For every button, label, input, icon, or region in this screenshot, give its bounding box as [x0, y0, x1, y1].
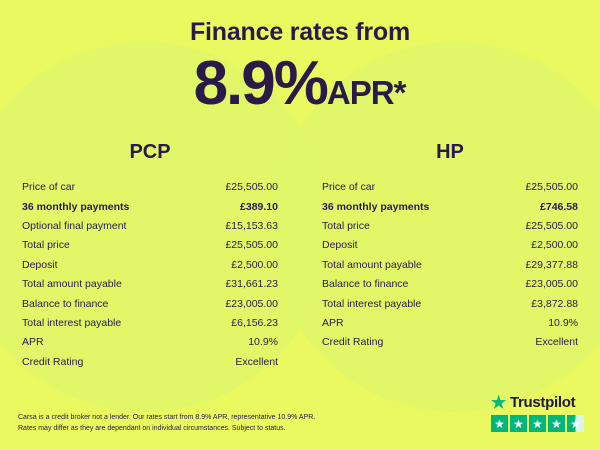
row-label: 36 monthly payments: [322, 200, 430, 213]
table-row: [22, 275, 278, 294]
row-label: Total price: [22, 239, 70, 252]
row-value: £25,505.00: [525, 219, 578, 232]
table-row: [322, 256, 578, 275]
row-label: Credit Rating: [322, 336, 384, 349]
row-label: Balance to finance: [322, 278, 409, 291]
row-label: 36 monthly payments: [22, 200, 130, 213]
trustpilot-rating: [491, 394, 584, 432]
row-value: £746.58: [540, 200, 578, 213]
row-value: £23,005.00: [225, 297, 278, 310]
row-value: £29,377.88: [525, 258, 578, 271]
row-value: £25,505.00: [225, 239, 278, 252]
hp-rows: [300, 178, 600, 353]
trustpilot-name: Trustpilot: [509, 394, 576, 411]
finance-column-hp: [300, 141, 600, 372]
table-row: [22, 217, 278, 236]
table-row: [22, 197, 278, 216]
star-icon: ★: [491, 415, 508, 432]
row-value: £23,005.00: [525, 278, 578, 291]
row-label: Balance to finance: [22, 297, 109, 310]
table-row: [22, 333, 278, 352]
rate-apr-label: APR: [326, 74, 394, 111]
trustpilot-logo: [491, 394, 584, 411]
row-label: Total price: [322, 219, 370, 232]
star-icon: ★: [510, 415, 527, 432]
table-row: [322, 197, 578, 216]
row-value: Excellent: [235, 355, 278, 368]
row-value: £6,156.23: [231, 316, 278, 329]
table-row: [322, 294, 578, 313]
row-value: £31,661.23: [225, 278, 278, 291]
table-row: [22, 353, 278, 372]
trustpilot-star-icon: ★: [491, 393, 506, 412]
row-label: Total interest payable: [22, 316, 122, 329]
table-row: [322, 178, 578, 197]
star-icon: ★: [529, 415, 546, 432]
page-title: Finance rates from: [189, 18, 411, 46]
rate-number: 8.9%: [193, 49, 327, 118]
table-row: [322, 314, 578, 333]
table-row: [322, 275, 578, 294]
row-value: £389.10: [240, 200, 278, 213]
disclaimer: [18, 413, 315, 434]
row-label: Price of car: [322, 181, 376, 194]
table-row: [322, 333, 578, 352]
row-label: Total interest payable: [322, 297, 422, 310]
disclaimer-line-1: Carsa is a credit broker not a lender. Our rates start from 8.9% APR, representative 10.9% APR.: [18, 414, 316, 421]
table-row: [322, 236, 578, 255]
trustpilot-stars: [491, 415, 584, 432]
row-value: £15,153.63: [225, 219, 278, 232]
row-value: £3,872.88: [531, 297, 578, 310]
row-label: Total amount payable: [22, 278, 122, 291]
table-row: [22, 236, 278, 255]
table-row: [22, 314, 278, 333]
star-half-icon: ★: [567, 415, 584, 432]
table-row: [22, 294, 278, 313]
row-label: Credit Rating: [22, 355, 84, 368]
column-title-pcp: PCP: [129, 141, 171, 163]
row-value: £2,500.00: [531, 239, 578, 252]
row-value: 10.9%: [548, 316, 578, 329]
row-label: Deposit: [22, 258, 58, 271]
row-value: £25,505.00: [525, 181, 578, 194]
table-row: [22, 256, 278, 275]
row-value: 10.9%: [248, 336, 278, 349]
pcp-rows: [0, 178, 300, 372]
row-label: Total amount payable: [322, 258, 422, 271]
row-label: APR: [22, 336, 44, 349]
row-value: Excellent: [535, 336, 578, 349]
row-label: Optional final payment: [22, 219, 127, 232]
table-row: [22, 178, 278, 197]
row-value: £2,500.00: [231, 258, 278, 271]
disclaimer-line-2: Rates may differ as they are dependant on individual circumstances. Subject to status.: [18, 424, 286, 432]
row-label: Deposit: [322, 239, 358, 252]
column-title-hp: HP: [436, 141, 464, 163]
row-value: £25,505.00: [225, 181, 278, 194]
headline-rate: [0, 49, 600, 118]
row-label: Price of car: [22, 181, 76, 194]
rate-asterisk: *: [393, 74, 407, 111]
table-row: [322, 217, 578, 236]
row-label: APR: [322, 316, 344, 329]
star-icon: ★: [548, 415, 565, 432]
finance-comparison: [0, 141, 600, 372]
finance-column-pcp: [0, 141, 300, 372]
